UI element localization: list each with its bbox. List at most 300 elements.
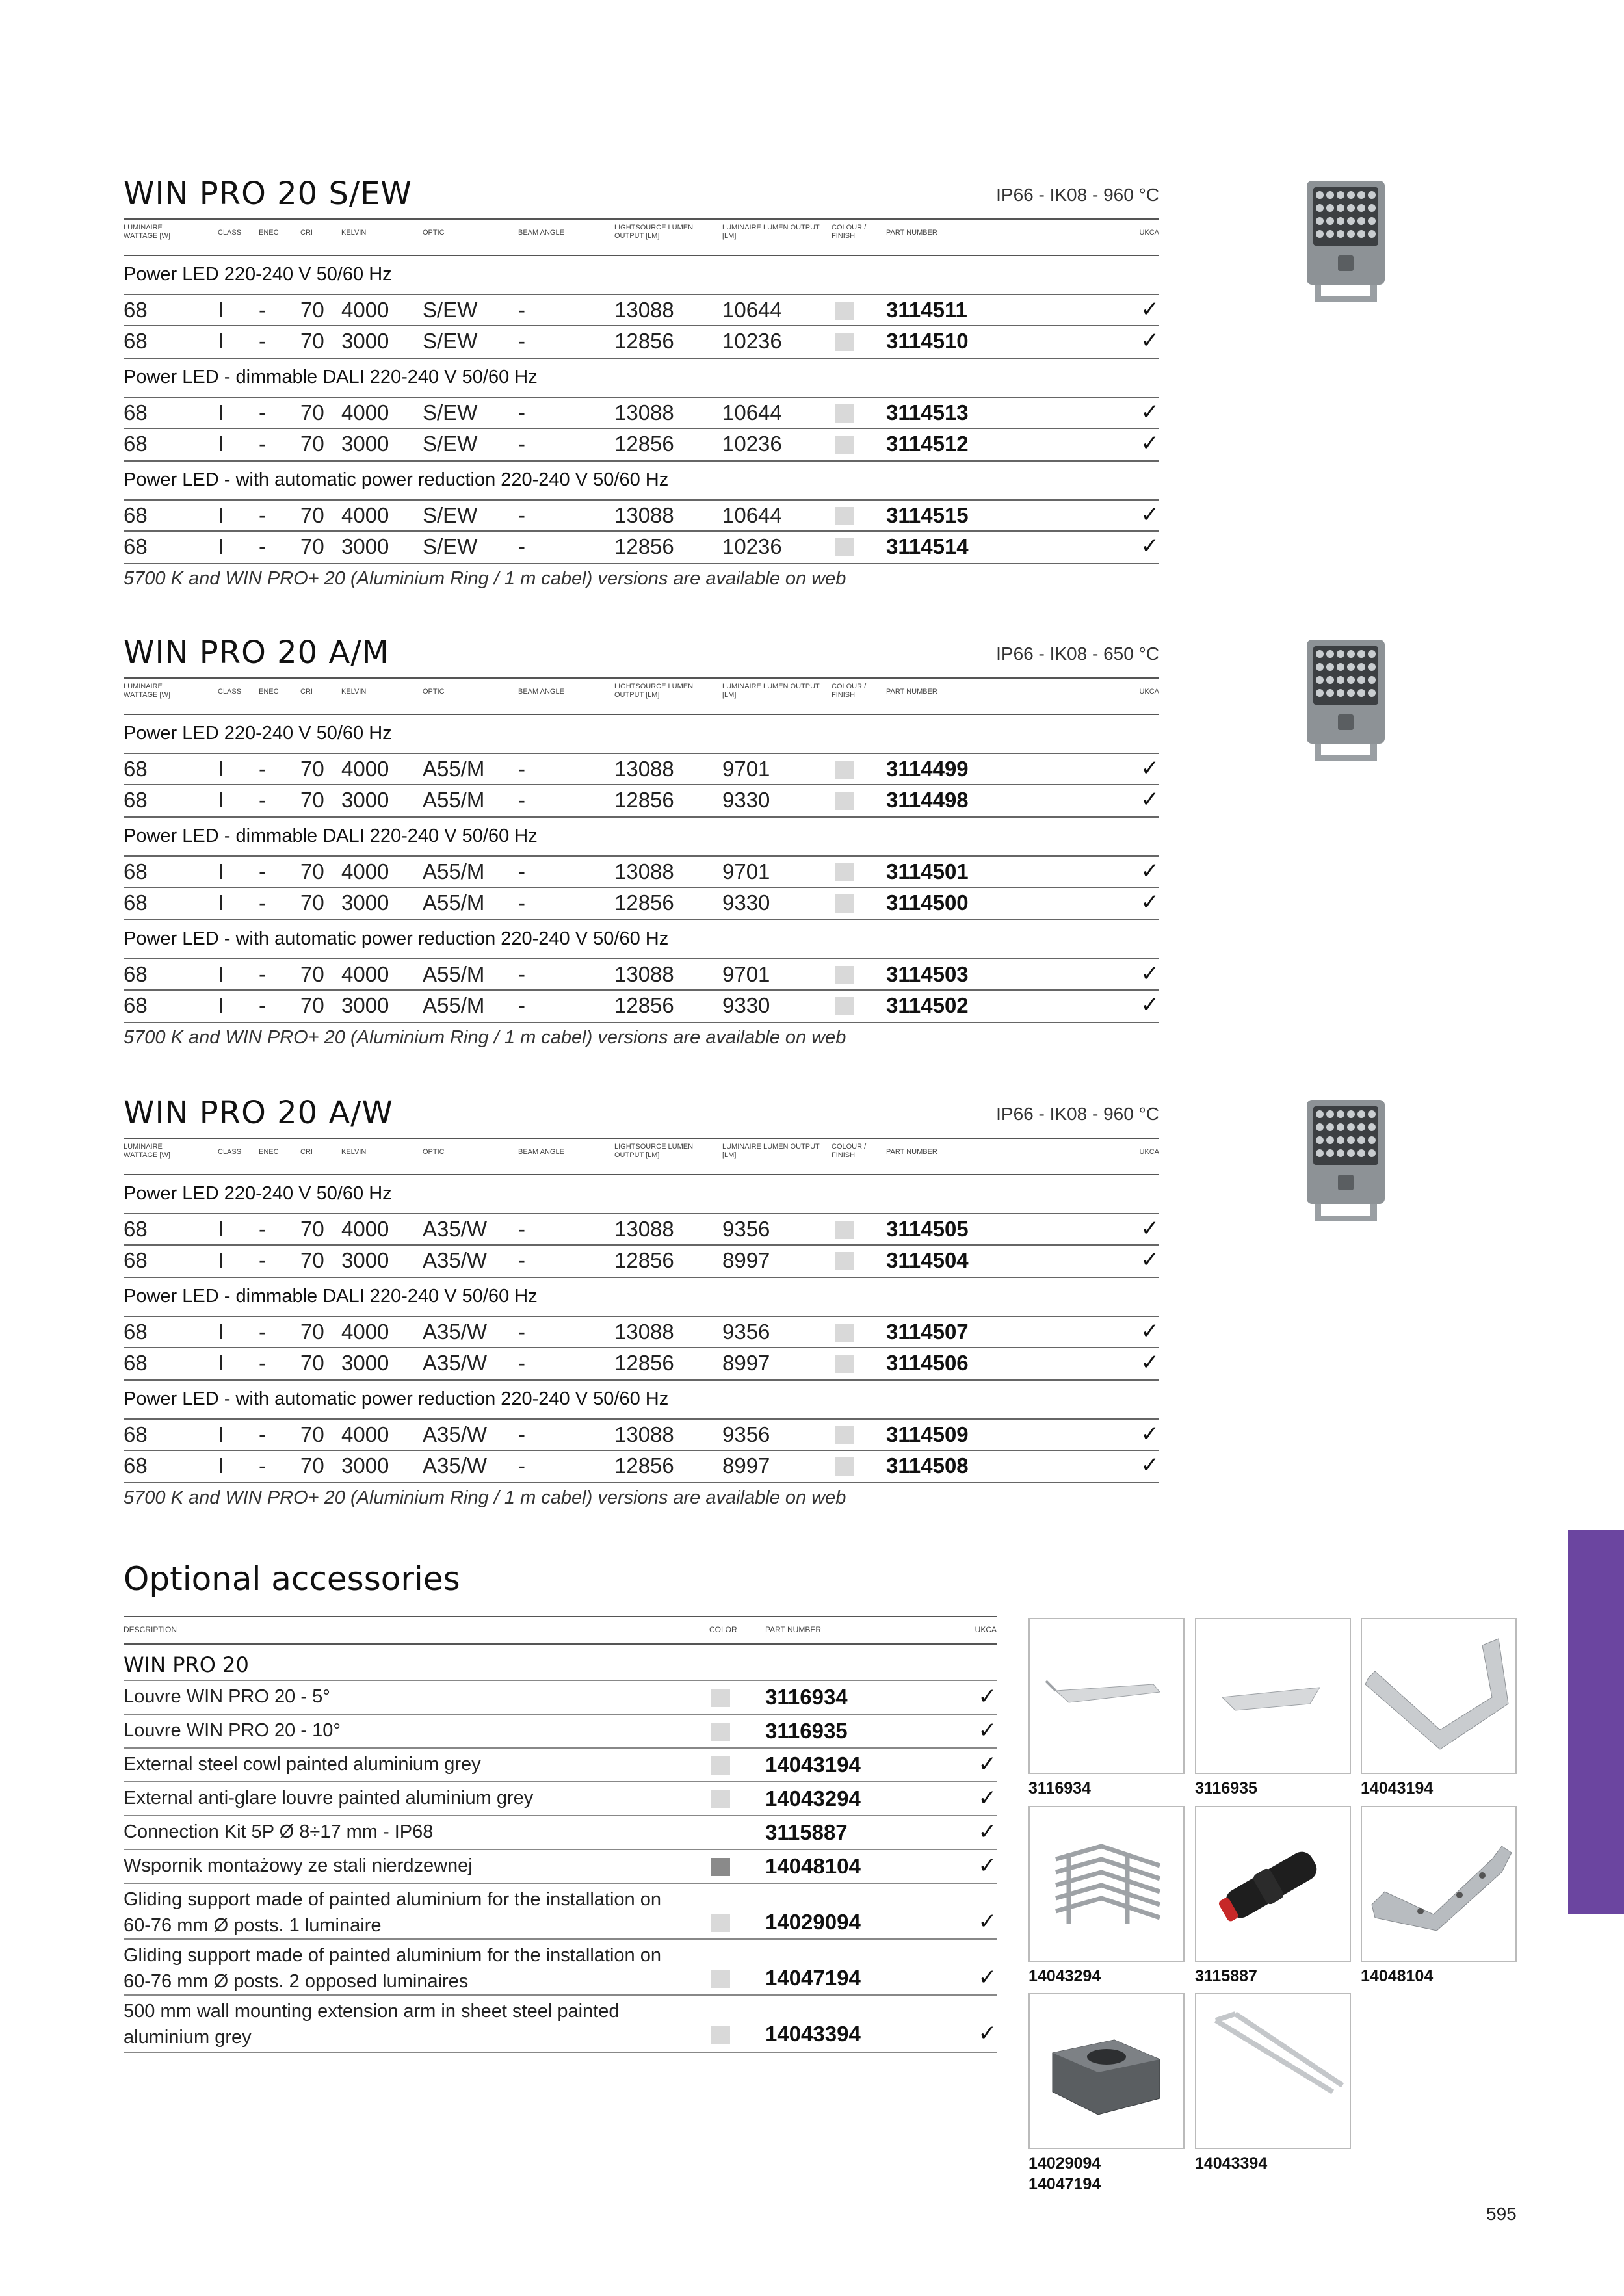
column-header-enec: ENEC: [259, 688, 279, 696]
colour-swatch: [835, 1355, 854, 1373]
table-row: [124, 530, 1159, 564]
cell-ls: 13088: [614, 503, 674, 527]
ukca-check-icon: ✓: [1140, 859, 1159, 883]
cell-cri: 70: [300, 1217, 324, 1241]
accessory-image: [1028, 1806, 1185, 1962]
cell-class: I: [218, 1217, 224, 1241]
colour-swatch: [835, 966, 854, 984]
cell-enec: -: [259, 1248, 266, 1272]
cell-cri: 70: [300, 503, 324, 527]
cell-lum: 10644: [722, 400, 782, 424]
cell-watt: 68: [124, 534, 148, 558]
cell-class: I: [218, 788, 224, 812]
cell-optic: A35/W: [423, 1320, 488, 1344]
column-header-lum: LUMINAIRE LUMEN OUTPUT [LM]: [722, 224, 820, 240]
accessory-part-number: 14029094: [765, 1910, 861, 1934]
colour-swatch: [711, 1689, 730, 1707]
cell-beam: -: [518, 534, 525, 558]
column-header-color: COLOR: [709, 1625, 737, 1634]
accessory-row: [124, 1815, 997, 1850]
column-header-class: CLASS: [218, 229, 242, 237]
cell-ls: 13088: [614, 1422, 674, 1446]
group-label: Power LED 220-240 V 50/60 Hz: [124, 723, 392, 744]
part-number: 3114498: [886, 788, 969, 812]
column-header-pn: PART NUMBER: [886, 229, 937, 237]
cell-beam: -: [518, 1217, 525, 1241]
colour-swatch: [711, 2026, 730, 2044]
cell-ls: 12856: [614, 891, 674, 915]
cell-lum: 9330: [722, 891, 770, 915]
colour-swatch: [835, 1324, 854, 1342]
ukca-check-icon: ✓: [1140, 993, 1159, 1017]
cell-cri: 70: [300, 788, 324, 812]
cell-beam: -: [518, 757, 525, 781]
column-header-lum: LUMINAIRE LUMEN OUTPUT [LM]: [722, 1143, 820, 1159]
cell-beam: -: [518, 503, 525, 527]
cell-kelvin: 3000: [341, 1248, 389, 1272]
cell-class: I: [218, 757, 224, 781]
cell-watt: 68: [124, 1320, 148, 1344]
cell-lum: 9701: [722, 757, 770, 781]
ukca-check-icon: ✓: [978, 1820, 997, 1844]
column-header-class: CLASS: [218, 1148, 242, 1156]
column-header-enec: ENEC: [259, 1148, 279, 1156]
cell-ls: 12856: [614, 1351, 674, 1375]
availability-note: 5700 K and WIN PRO+ 20 (Aluminium Ring / 1 m cabel) versions are available on web: [124, 568, 846, 589]
accessory-image-label: 3115887: [1195, 1967, 1257, 1985]
cell-optic: A55/M: [423, 962, 485, 986]
cell-cri: 70: [300, 859, 324, 883]
accessory-part-number: 14048104: [765, 1854, 861, 1878]
cell-enec: -: [259, 859, 266, 883]
cell-kelvin: 4000: [341, 503, 389, 527]
part-number: 3114499: [886, 757, 969, 781]
cell-enec: -: [259, 962, 266, 986]
ukca-check-icon: ✓: [1140, 1422, 1159, 1446]
luminaire-image: [1300, 174, 1391, 304]
accessory-description: Connection Kit 5P Ø 8÷17 mm - IP68: [124, 1821, 434, 1842]
cell-watt: 68: [124, 757, 148, 781]
column-header-ls: LIGHTSOURCE LUMEN OUTPUT [LM]: [614, 224, 694, 240]
colour-swatch: [835, 1426, 854, 1444]
cell-lum: 8997: [722, 1351, 770, 1375]
table-header: [124, 218, 1159, 256]
cell-optic: S/EW: [423, 503, 478, 527]
column-header-enec: ENEC: [259, 229, 279, 237]
ip-rating: IP66 - IK08 - 650 °C: [996, 644, 1159, 664]
cell-cri: 70: [300, 400, 324, 424]
colour-swatch: [835, 1252, 854, 1270]
table-row: [124, 397, 1159, 429]
cell-kelvin: 3000: [341, 534, 389, 558]
column-header-cri: CRI: [300, 229, 313, 237]
cell-enec: -: [259, 1351, 266, 1375]
cell-beam: -: [518, 1351, 525, 1375]
column-header-ukca: UKCA: [1139, 1148, 1159, 1156]
cell-optic: A35/W: [423, 1422, 488, 1446]
cell-cri: 70: [300, 534, 324, 558]
cell-enec: -: [259, 1217, 266, 1241]
cell-class: I: [218, 298, 224, 322]
cell-optic: A35/W: [423, 1217, 488, 1241]
part-number: 3114506: [886, 1351, 969, 1375]
ukca-check-icon: ✓: [1140, 431, 1159, 456]
cell-optic: S/EW: [423, 400, 478, 424]
part-number: 3114512: [886, 432, 969, 456]
cell-beam: -: [518, 329, 525, 353]
table-row: [124, 325, 1159, 359]
table-row: [124, 499, 1159, 532]
cell-lum: 9701: [722, 962, 770, 986]
accessory-image: [1361, 1618, 1517, 1774]
ukca-check-icon: ✓: [1140, 534, 1159, 558]
column-header-watt: LUMINAIRE WATTAGE [W]: [124, 224, 170, 240]
accessory-part-number: 14043194: [765, 1753, 861, 1777]
ukca-check-icon: ✓: [1140, 961, 1159, 986]
column-header-pn: PART NUMBER: [886, 688, 937, 696]
part-number: 3114505: [886, 1217, 969, 1241]
table-row: [124, 887, 1159, 920]
accessory-image-label: 14043294: [1028, 1967, 1101, 1985]
cell-class: I: [218, 859, 224, 883]
cell-beam: -: [518, 859, 525, 883]
cell-kelvin: 3000: [341, 432, 389, 456]
cell-ls: 12856: [614, 993, 674, 1017]
cell-optic: S/EW: [423, 432, 478, 456]
cell-beam: -: [518, 1454, 525, 1478]
column-header-optic: OPTIC: [423, 688, 445, 696]
accessory-image-label: 3116935: [1195, 1779, 1257, 1797]
colour-swatch: [835, 792, 854, 810]
ukca-check-icon: ✓: [1140, 400, 1159, 424]
accessory-row: [124, 1714, 997, 1749]
ukca-check-icon: ✓: [1140, 328, 1159, 353]
accessory-description: Gliding support made of painted aluminium for the installation on 60-76 mm Ø posts. 1 luminaire: [124, 1889, 661, 1936]
part-number: 3114508: [886, 1454, 969, 1478]
cell-optic: A35/W: [423, 1248, 488, 1272]
cell-class: I: [218, 1351, 224, 1375]
group-label: Power LED - with automatic power reduction 220-240 V 50/60 Hz: [124, 1389, 669, 1409]
cell-lum: 9701: [722, 859, 770, 883]
ukca-check-icon: ✓: [978, 1786, 997, 1810]
accessory-image: [1195, 1993, 1351, 2149]
cell-cri: 70: [300, 1320, 324, 1344]
accessories-section: [124, 1560, 997, 2054]
availability-note: 5700 K and WIN PRO+ 20 (Aluminium Ring / 1 m cabel) versions are available on web: [124, 1487, 846, 1508]
cell-cri: 70: [300, 1422, 324, 1446]
cell-optic: A55/M: [423, 788, 485, 812]
accessory-part-number: 14043394: [765, 2022, 861, 2046]
table-row: [124, 1347, 1159, 1381]
cell-cri: 70: [300, 298, 324, 322]
table-header: [124, 1138, 1159, 1175]
cell-watt: 68: [124, 1454, 148, 1478]
accessory-image-label: 14048104: [1361, 1967, 1434, 1985]
cell-watt: 68: [124, 1248, 148, 1272]
accessory-part-number: 3116934: [765, 1685, 848, 1709]
colour-swatch: [835, 1221, 854, 1239]
cell-ls: 13088: [614, 1217, 674, 1241]
ukca-check-icon: ✓: [1140, 502, 1159, 527]
cell-watt: 68: [124, 298, 148, 322]
group-label: Power LED - with automatic power reduction 220-240 V 50/60 Hz: [124, 469, 669, 490]
cell-kelvin: 4000: [341, 400, 389, 424]
section-title: WIN PRO 20 A/W: [124, 1095, 393, 1131]
accessory-description: External anti-glare louvre painted aluminium grey: [124, 1788, 534, 1808]
cell-ls: 13088: [614, 859, 674, 883]
cell-lum: 10236: [722, 432, 782, 456]
ukca-check-icon: ✓: [1140, 756, 1159, 781]
column-header-beam: BEAM ANGLE: [518, 688, 564, 696]
ukca-check-icon: ✓: [978, 1965, 997, 1990]
cell-kelvin: 4000: [341, 859, 389, 883]
column-header-pn: PART NUMBER: [886, 1148, 937, 1156]
cell-kelvin: 4000: [341, 962, 389, 986]
table-row: [124, 1316, 1159, 1348]
availability-note: 5700 K and WIN PRO+ 20 (Aluminium Ring / 1 m cabel) versions are available on web: [124, 1027, 846, 1048]
cell-kelvin: 4000: [341, 757, 389, 781]
ukca-check-icon: ✓: [1140, 787, 1159, 812]
cell-ls: 12856: [614, 534, 674, 558]
cell-watt: 68: [124, 1217, 148, 1241]
column-header-cri: CRI: [300, 688, 313, 696]
cell-beam: -: [518, 1320, 525, 1344]
accessory-image-label: 3116934: [1028, 1779, 1091, 1797]
cell-class: I: [218, 1248, 224, 1272]
accessory-image-label: 14043394: [1195, 2154, 1268, 2172]
ukca-check-icon: ✓: [1140, 1216, 1159, 1241]
cell-beam: -: [518, 400, 525, 424]
cell-enec: -: [259, 298, 266, 322]
part-number: 3114513: [886, 400, 969, 424]
colour-swatch: [711, 1914, 730, 1932]
table-row: [124, 855, 1159, 888]
colour-swatch: [835, 894, 854, 913]
part-number: 3114500: [886, 891, 969, 915]
cell-kelvin: 3000: [341, 329, 389, 353]
ukca-check-icon: ✓: [1140, 1350, 1159, 1375]
cell-ls: 12856: [614, 788, 674, 812]
cell-kelvin: 3000: [341, 891, 389, 915]
cell-optic: A55/M: [423, 993, 485, 1017]
cell-ls: 12856: [614, 1248, 674, 1272]
ukca-check-icon: ✓: [1140, 1453, 1159, 1478]
accessory-row: [124, 1680, 997, 1715]
colour-swatch: [835, 333, 854, 351]
cell-kelvin: 3000: [341, 1351, 389, 1375]
column-header-optic: OPTIC: [423, 229, 445, 237]
table-row: [124, 1244, 1159, 1278]
cell-beam: -: [518, 891, 525, 915]
ukca-check-icon: ✓: [978, 1718, 997, 1743]
accessory-image: [1361, 1806, 1517, 1962]
product-section: [124, 634, 1159, 1050]
cell-class: I: [218, 1454, 224, 1478]
accessory-description: Louvre WIN PRO 20 - 10°: [124, 1720, 341, 1741]
column-header-ls: LIGHTSOURCE LUMEN OUTPUT [LM]: [614, 683, 694, 699]
cell-optic: S/EW: [423, 329, 478, 353]
ukca-check-icon: ✓: [978, 1853, 997, 1878]
column-header-colour: COLOUR / FINISH: [832, 683, 867, 699]
part-number: 3114503: [886, 962, 969, 986]
cell-lum: 9356: [722, 1422, 770, 1446]
cell-beam: -: [518, 432, 525, 456]
cell-enec: -: [259, 400, 266, 424]
colour-swatch: [835, 863, 854, 881]
ukca-check-icon: ✓: [1140, 1247, 1159, 1272]
cell-class: I: [218, 993, 224, 1017]
colour-swatch: [835, 1457, 854, 1476]
part-number: 3114504: [886, 1248, 969, 1272]
cell-class: I: [218, 1422, 224, 1446]
cell-watt: 68: [124, 1351, 148, 1375]
table-row: [124, 784, 1159, 818]
colour-swatch: [835, 761, 854, 779]
table-row: [124, 294, 1159, 326]
column-header-optic: OPTIC: [423, 1148, 445, 1156]
cell-cri: 70: [300, 1248, 324, 1272]
luminaire-image: [1300, 1093, 1391, 1223]
cell-enec: -: [259, 1422, 266, 1446]
cell-watt: 68: [124, 503, 148, 527]
cell-optic: S/EW: [423, 298, 478, 322]
ip-rating: IP66 - IK08 - 960 °C: [996, 1104, 1159, 1124]
cell-class: I: [218, 503, 224, 527]
cell-cri: 70: [300, 757, 324, 781]
cell-enec: -: [259, 891, 266, 915]
part-number: 3114507: [886, 1320, 969, 1344]
accessory-row: [124, 1747, 997, 1782]
cell-class: I: [218, 400, 224, 424]
cell-class: I: [218, 962, 224, 986]
cell-lum: 10236: [722, 534, 782, 558]
accessory-row: [124, 1883, 997, 1940]
cell-beam: -: [518, 962, 525, 986]
cell-watt: 68: [124, 859, 148, 883]
table-row: [124, 753, 1159, 785]
cell-watt: 68: [124, 432, 148, 456]
colour-swatch: [711, 1858, 730, 1876]
table-row: [124, 1418, 1159, 1451]
accessory-row: [124, 1849, 997, 1884]
ukca-check-icon: ✓: [978, 1684, 997, 1709]
cell-cri: 70: [300, 891, 324, 915]
part-number: 3114514: [886, 534, 969, 558]
section-title: WIN PRO 20 S/EW: [124, 176, 412, 212]
accessory-description: External steel cowl painted aluminium grey: [124, 1754, 481, 1775]
cell-ls: 12856: [614, 329, 674, 353]
accessory-image: [1028, 1993, 1185, 2149]
cell-enec: -: [259, 788, 266, 812]
accessory-row: [124, 1781, 997, 1816]
cell-enec: -: [259, 1454, 266, 1478]
column-header-beam: BEAM ANGLE: [518, 229, 564, 237]
cell-class: I: [218, 1320, 224, 1344]
accessory-part-number: 3116935: [765, 1719, 848, 1743]
part-number: 3114501: [886, 859, 969, 883]
accessory-image-label: 14029094 14047194: [1028, 2154, 1101, 2193]
cell-enec: -: [259, 432, 266, 456]
cell-class: I: [218, 329, 224, 353]
column-header-kelvin: KELVIN: [341, 229, 367, 237]
table-header: [124, 677, 1159, 715]
cell-cri: 70: [300, 432, 324, 456]
page-number: 595: [1486, 2204, 1517, 2224]
cell-lum: 10236: [722, 329, 782, 353]
cell-class: I: [218, 534, 224, 558]
ukca-check-icon: ✓: [1140, 297, 1159, 322]
cell-ls: 13088: [614, 1320, 674, 1344]
colour-swatch: [835, 436, 854, 454]
section-title: WIN PRO 20 A/M: [124, 634, 389, 671]
part-number: 3114502: [886, 993, 969, 1017]
cell-kelvin: 3000: [341, 1454, 389, 1478]
table-row: [124, 428, 1159, 462]
cell-watt: 68: [124, 788, 148, 812]
cell-lum: 10644: [722, 503, 782, 527]
accessory-row: [124, 1938, 997, 1996]
group-label: Power LED 220-240 V 50/60 Hz: [124, 1183, 392, 1204]
cell-cri: 70: [300, 993, 324, 1017]
cell-beam: -: [518, 1248, 525, 1272]
column-header-beam: BEAM ANGLE: [518, 1148, 564, 1156]
cell-kelvin: 4000: [341, 1320, 389, 1344]
group-label: Power LED - dimmable DALI 220-240 V 50/60 Hz: [124, 826, 538, 846]
cell-cri: 70: [300, 1351, 324, 1375]
cell-lum: 9356: [722, 1320, 770, 1344]
cell-ls: 13088: [614, 298, 674, 322]
cell-ls: 13088: [614, 400, 674, 424]
colour-swatch: [835, 302, 854, 320]
product-section: [124, 176, 1159, 592]
column-header-kelvin: KELVIN: [341, 688, 367, 696]
cell-lum: 8997: [722, 1454, 770, 1478]
cell-beam: -: [518, 788, 525, 812]
group-label: Power LED - dimmable DALI 220-240 V 50/60 Hz: [124, 367, 538, 387]
cell-cri: 70: [300, 329, 324, 353]
cell-lum: 8997: [722, 1248, 770, 1272]
ukca-check-icon: ✓: [978, 2021, 997, 2046]
column-header-watt: LUMINAIRE WATTAGE [W]: [124, 1143, 170, 1159]
accessory-part-number: 14043294: [765, 1786, 861, 1810]
part-number: 3114515: [886, 503, 969, 527]
column-header-ukca: UKCA: [1139, 229, 1159, 237]
table-row: [124, 958, 1159, 991]
accessory-part-number: 14047194: [765, 1966, 861, 1990]
colour-swatch: [711, 1790, 730, 1808]
cell-enec: -: [259, 503, 266, 527]
cell-ls: 12856: [614, 432, 674, 456]
cell-kelvin: 4000: [341, 1217, 389, 1241]
cell-enec: -: [259, 757, 266, 781]
accessory-description: 500 mm wall mounting extension arm in sheet steel painted aluminium grey: [124, 2001, 620, 2048]
table-row: [124, 989, 1159, 1023]
accessories-header: [124, 1616, 997, 1645]
cell-enec: -: [259, 993, 266, 1017]
colour-swatch: [711, 1756, 730, 1775]
column-header-lum: LUMINAIRE LUMEN OUTPUT [LM]: [722, 683, 820, 699]
column-header-kelvin: KELVIN: [341, 1148, 367, 1156]
cell-beam: -: [518, 1422, 525, 1446]
cell-enec: -: [259, 329, 266, 353]
cell-beam: -: [518, 993, 525, 1017]
cell-optic: A35/W: [423, 1454, 488, 1478]
ukca-check-icon: ✓: [1140, 890, 1159, 915]
colour-swatch: [835, 538, 854, 556]
cell-class: I: [218, 432, 224, 456]
ukca-check-icon: ✓: [1140, 1319, 1159, 1344]
table-row: [124, 1450, 1159, 1483]
